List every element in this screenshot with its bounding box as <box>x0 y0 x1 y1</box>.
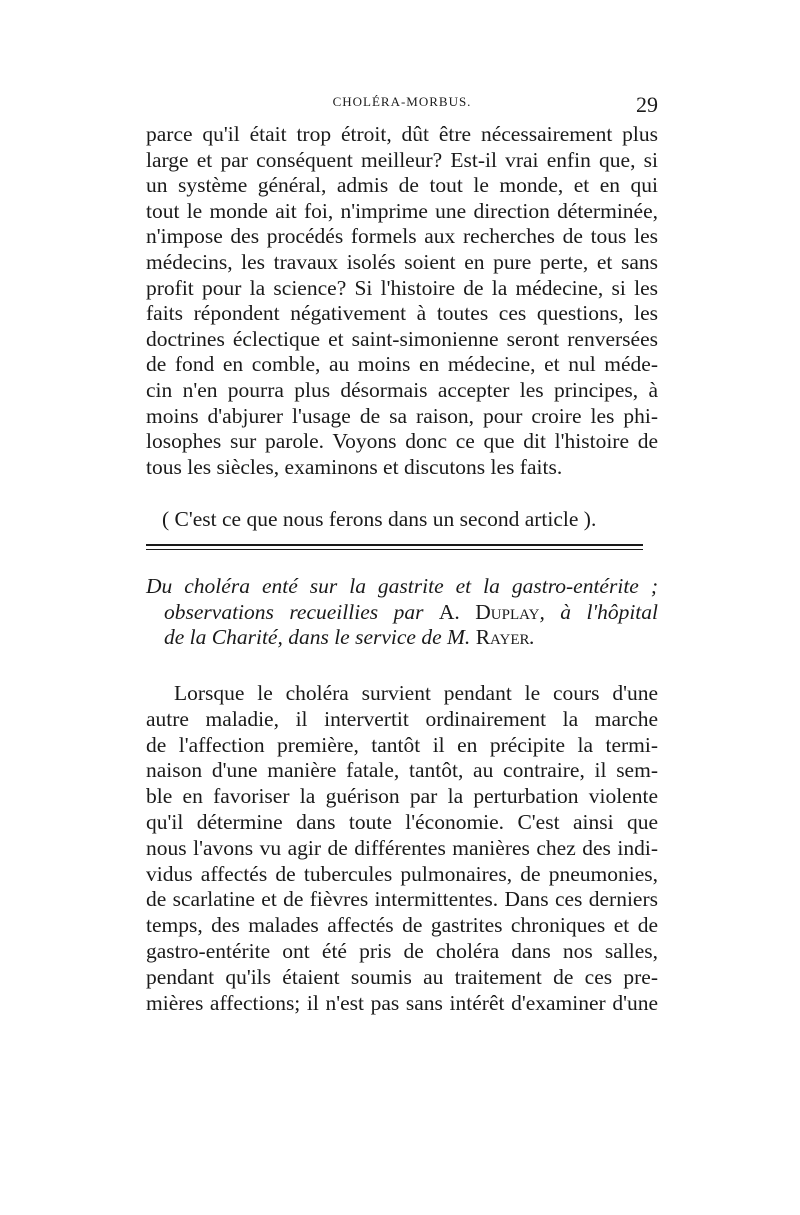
text-line: doctrines éclectique et saint-simonienne seront renversées <box>146 326 658 351</box>
text-line: n'impose des procédés formels aux recherches de tous les <box>146 224 658 249</box>
continuation-note <box>162 507 622 533</box>
text-line: tous les siècles, examinons et discutons les faits. <box>146 454 563 479</box>
text-line: de l'affection première, tantôt il en précipite la termi- <box>146 732 658 757</box>
text-line: gastro-entérite ont été pris de choléra dans nos salles, <box>146 938 658 963</box>
text-line: vidus affectés de tubercules pulmonaires, de pneumonies, <box>146 861 658 886</box>
text-line: qu'il détermine dans toute l'économie. C'est ainsi que <box>146 809 658 834</box>
title-text: de la Charité, dans le service de M. <box>164 625 476 650</box>
text-line: losophes sur parole. Voyons donc ce que dit l'histoire de <box>146 429 658 454</box>
text-line: profit pour la science? Si l'histoire de la médecine, si les <box>146 275 658 300</box>
text-line: ble en favoriser la guérison par la perturbation violente <box>146 784 658 809</box>
physician-name: Rayer <box>475 625 530 650</box>
running-title: CHOLÉRA-MORBUS. <box>332 94 472 109</box>
title-text: . <box>529 625 535 650</box>
title-text: , à l'hôpital <box>539 599 658 624</box>
text-line: moins d'abjurer l'usage de sa raison, pour croire les phi- <box>146 403 658 428</box>
text-line: nous l'avons vu agir de différentes manières chez des indi- <box>146 835 658 860</box>
text-line: médecins, les travaux isolés soient en pure perte, et sans <box>146 249 658 274</box>
text-line: de fond en comble, au moins en médecine, et nul méde- <box>146 352 658 377</box>
text-line: pendant qu'ils étaient soumis au traitement de ces pre- <box>146 964 658 989</box>
article-body <box>146 681 658 1016</box>
title-line <box>146 600 658 626</box>
paragraph-continued <box>146 122 658 480</box>
divider-thin-line <box>146 549 643 550</box>
text-line: temps, des malades affectés de gastrites chroniques et de <box>146 913 658 938</box>
page-header <box>146 92 658 122</box>
section-divider <box>146 543 643 555</box>
author-name: A. Duplay <box>438 599 540 624</box>
article-title <box>146 574 658 651</box>
text-line: Lorsque le choléra survient pendant le cours d'une <box>174 681 658 705</box>
text-line: tout le monde ait foi, n'imprime une direction déterminée, <box>146 198 658 223</box>
text-line: cin n'en pourra plus désormais accepter les principes, à <box>146 377 658 402</box>
text-line: mières affections; il n'est pas sans intérêt d'examiner d'une <box>146 990 658 1015</box>
divider-thick-line <box>146 544 643 546</box>
title-line: Du choléra enté sur la gastrite et la gastro-entérite ; <box>146 574 658 598</box>
text-line: parce qu'il était trop étroit, dût être nécessairement plus <box>146 122 658 146</box>
text-line: un système général, admis de tout le monde, et en qui <box>146 173 658 198</box>
title-line <box>146 625 658 651</box>
page-number: 29 <box>636 92 658 117</box>
text-line: faits répondent négativement à toutes ces questions, les <box>146 301 658 326</box>
text-line: naison d'une manière fatale, tantôt, au contraire, il sem- <box>146 758 658 783</box>
text-line: autre maladie, il intervertit ordinairement la marche <box>146 706 658 731</box>
note-line: ( C'est ce que nous ferons dans un second article ). <box>162 507 597 531</box>
text-line: de scarlatine et de fièvres intermittentes. Dans ces derniers <box>146 887 658 912</box>
title-text: observations recueillies par <box>164 599 439 624</box>
text-line: large et par conséquent meilleur? Est-il vrai enfin que, si <box>146 147 658 172</box>
